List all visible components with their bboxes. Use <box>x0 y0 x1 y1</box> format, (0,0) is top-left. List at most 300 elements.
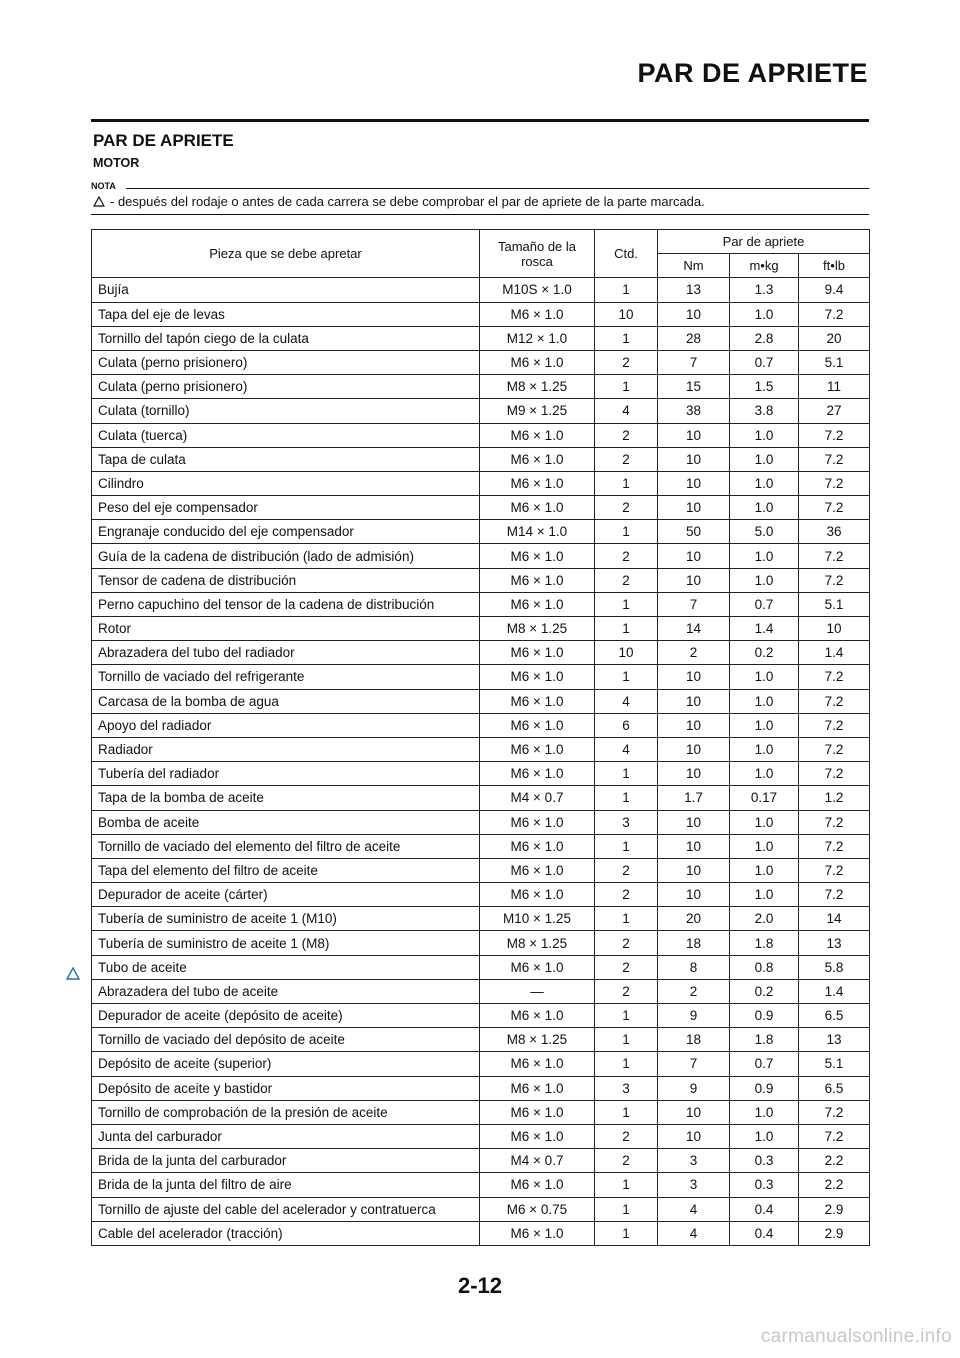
cell-ftlb: 5.8 <box>799 955 870 979</box>
cell-thread: M6 × 1.0 <box>480 1004 595 1028</box>
cell-mkg: 1.0 <box>730 834 799 858</box>
cell-ftlb: 14 <box>799 907 870 931</box>
cell-qty: 1 <box>595 1173 658 1197</box>
table-row <box>92 858 870 882</box>
cell-nm: 2 <box>658 979 730 1003</box>
cell-part: Junta del carburador <box>92 1124 480 1148</box>
cell-qty: 1 <box>595 665 658 689</box>
cell-part: Tubería de suministro de aceite 1 (M10) <box>92 907 480 931</box>
cell-thread: M6 × 1.0 <box>480 1052 595 1076</box>
table-row <box>92 907 870 931</box>
cell-mkg: 0.4 <box>730 1221 799 1245</box>
cell-part: Depósito de aceite y bastidor <box>92 1076 480 1100</box>
cell-thread: M6 × 1.0 <box>480 496 595 520</box>
cell-ftlb: 7.2 <box>799 737 870 761</box>
cell-qty: 1 <box>595 375 658 399</box>
cell-nm: 10 <box>658 1124 730 1148</box>
cell-nm: 13 <box>658 278 730 302</box>
cell-nm: 10 <box>658 423 730 447</box>
cell-mkg: 0.4 <box>730 1197 799 1221</box>
cell-thread: M8 × 1.25 <box>480 375 595 399</box>
cell-ftlb: 36 <box>799 520 870 544</box>
cell-nm: 10 <box>658 544 730 568</box>
cell-qty: 1 <box>595 1004 658 1028</box>
cell-part: Abrazadera del tubo del radiador <box>92 641 480 665</box>
header-torque: Par de apriete <box>658 230 870 254</box>
cell-mkg: 5.0 <box>730 520 799 544</box>
cell-mkg: 1.0 <box>730 471 799 495</box>
cell-thread: M9 × 1.25 <box>480 399 595 423</box>
cell-part: Bomba de aceite <box>92 810 480 834</box>
cell-part: Tornillo de ajuste del cable del acelerador y contratuerca <box>92 1197 480 1221</box>
cell-mkg: 1.0 <box>730 665 799 689</box>
cell-part: Tapa del eje de levas <box>92 302 480 326</box>
cell-mkg: 0.2 <box>730 641 799 665</box>
cell-ftlb: 9.4 <box>799 278 870 302</box>
cell-qty: 1 <box>595 1028 658 1052</box>
cell-qty: 2 <box>595 955 658 979</box>
cell-mkg: 1.0 <box>730 568 799 592</box>
cell-part: Depósito de aceite (superior) <box>92 1052 480 1076</box>
cell-nm: 20 <box>658 907 730 931</box>
cell-qty: 2 <box>595 1124 658 1148</box>
table-row <box>92 1173 870 1197</box>
table-row <box>92 544 870 568</box>
cell-part: Tapa del elemento del filtro de aceite <box>92 858 480 882</box>
cell-qty: 3 <box>595 1076 658 1100</box>
cell-mkg: 1.0 <box>730 810 799 834</box>
cell-qty: 1 <box>595 592 658 616</box>
cell-thread: — <box>480 979 595 1003</box>
cell-nm: 3 <box>658 1149 730 1173</box>
table-body <box>92 278 870 1246</box>
cell-mkg: 1.0 <box>730 302 799 326</box>
cell-ftlb: 2.9 <box>799 1197 870 1221</box>
cell-ftlb: 7.2 <box>799 762 870 786</box>
triangle-mark-icon <box>93 196 105 207</box>
table-row <box>92 1004 870 1028</box>
cell-qty: 6 <box>595 713 658 737</box>
cell-nm: 10 <box>658 762 730 786</box>
cell-mkg: 0.9 <box>730 1076 799 1100</box>
cell-thread: M6 × 1.0 <box>480 955 595 979</box>
cell-ftlb: 6.5 <box>799 1004 870 1028</box>
triangle-mark-icon <box>66 967 80 980</box>
cell-part: Culata (tuerca) <box>92 423 480 447</box>
cell-mkg: 0.9 <box>730 1004 799 1028</box>
cell-mkg: 1.0 <box>730 689 799 713</box>
cell-qty: 10 <box>595 302 658 326</box>
cell-qty: 2 <box>595 544 658 568</box>
table-row <box>92 810 870 834</box>
cell-nm: 10 <box>658 1100 730 1124</box>
cell-nm: 10 <box>658 471 730 495</box>
cell-nm: 18 <box>658 1028 730 1052</box>
cell-mkg: 3.8 <box>730 399 799 423</box>
cell-qty: 1 <box>595 617 658 641</box>
cell-mkg: 1.0 <box>730 1100 799 1124</box>
cell-nm: 10 <box>658 713 730 737</box>
cell-mkg: 0.3 <box>730 1149 799 1173</box>
cell-nm: 4 <box>658 1197 730 1221</box>
cell-part: Cilindro <box>92 471 480 495</box>
cell-nm: 10 <box>658 568 730 592</box>
cell-nm: 8 <box>658 955 730 979</box>
cell-thread: M12 × 1.0 <box>480 326 595 350</box>
cell-thread: M6 × 1.0 <box>480 883 595 907</box>
nota-text-content: - después del rodaje o antes de cada carrera se debe comprobar el par de apriete de la parte marcada. <box>110 194 705 209</box>
watermark: carmanualsonline.info <box>760 1326 952 1347</box>
cell-part: Depurador de aceite (depósito de aceite) <box>92 1004 480 1028</box>
cell-ftlb: 13 <box>799 931 870 955</box>
cell-part: Culata (perno prisionero) <box>92 350 480 374</box>
cell-mkg: 2.8 <box>730 326 799 350</box>
cell-ftlb: 1.4 <box>799 641 870 665</box>
cell-nm: 10 <box>658 883 730 907</box>
cell-mkg: 1.0 <box>730 496 799 520</box>
cell-part: Culata (perno prisionero) <box>92 375 480 399</box>
cell-ftlb: 7.2 <box>799 1124 870 1148</box>
cell-thread: M6 × 1.0 <box>480 592 595 616</box>
cell-mkg: 1.0 <box>730 883 799 907</box>
cell-thread: M4 × 0.7 <box>480 1149 595 1173</box>
cell-thread: M6 × 1.0 <box>480 858 595 882</box>
cell-qty: 10 <box>595 641 658 665</box>
cell-ftlb: 2.2 <box>799 1173 870 1197</box>
cell-ftlb: 5.1 <box>799 1052 870 1076</box>
cell-part: Carcasa de la bomba de agua <box>92 689 480 713</box>
table-row <box>92 713 870 737</box>
cell-part: Tornillo de comprobación de la presión de aceite <box>92 1100 480 1124</box>
cell-thread: M6 × 1.0 <box>480 1221 595 1245</box>
cell-mkg: 1.5 <box>730 375 799 399</box>
cell-qty: 1 <box>595 1197 658 1221</box>
cell-nm: 10 <box>658 810 730 834</box>
cell-ftlb: 10 <box>799 617 870 641</box>
cell-part: Tapa de la bomba de aceite <box>92 786 480 810</box>
cell-thread: M6 × 1.0 <box>480 834 595 858</box>
cell-nm: 9 <box>658 1004 730 1028</box>
table-row <box>92 737 870 761</box>
cell-nm: 2 <box>658 641 730 665</box>
cell-thread: M6 × 1.0 <box>480 665 595 689</box>
cell-mkg: 0.7 <box>730 350 799 374</box>
cell-nm: 18 <box>658 931 730 955</box>
cell-thread: M6 × 1.0 <box>480 689 595 713</box>
cell-ftlb: 7.2 <box>799 665 870 689</box>
cell-qty: 1 <box>595 1100 658 1124</box>
table-row <box>92 350 870 374</box>
cell-nm: 7 <box>658 350 730 374</box>
header-qty: Ctd. <box>595 230 658 278</box>
table-row <box>92 1197 870 1221</box>
cell-qty: 3 <box>595 810 658 834</box>
cell-part: Brida de la junta del filtro de aire <box>92 1173 480 1197</box>
table-row <box>92 1149 870 1173</box>
cell-part: Tornillo de vaciado del refrigerante <box>92 665 480 689</box>
cell-part: Perno capuchino del tensor de la cadena de distribución <box>92 592 480 616</box>
cell-nm: 10 <box>658 447 730 471</box>
cell-ftlb: 7.2 <box>799 689 870 713</box>
cell-ftlb: 7.2 <box>799 713 870 737</box>
cell-qty: 4 <box>595 689 658 713</box>
cell-mkg: 0.8 <box>730 955 799 979</box>
cell-part: Radiador <box>92 737 480 761</box>
nota-divider <box>126 188 869 189</box>
cell-nm: 9 <box>658 1076 730 1100</box>
cell-part: Brida de la junta del carburador <box>92 1149 480 1173</box>
torque-table <box>91 229 870 1246</box>
cell-ftlb: 7.2 <box>799 544 870 568</box>
cell-thread: M6 × 1.0 <box>480 350 595 374</box>
cell-nm: 10 <box>658 689 730 713</box>
table-header-row <box>92 230 870 254</box>
cell-qty: 2 <box>595 496 658 520</box>
cell-qty: 2 <box>595 931 658 955</box>
page-number: 2-12 <box>457 1273 503 1298</box>
cell-ftlb: 13 <box>799 1028 870 1052</box>
cell-ftlb: 11 <box>799 375 870 399</box>
cell-nm: 10 <box>658 858 730 882</box>
cell-thread: M6 × 1.0 <box>480 471 595 495</box>
cell-qty: 2 <box>595 1149 658 1173</box>
cell-qty: 1 <box>595 1221 658 1245</box>
cell-mkg: 0.7 <box>730 592 799 616</box>
cell-part: Rotor <box>92 617 480 641</box>
cell-thread: M6 × 1.0 <box>480 1124 595 1148</box>
cell-ftlb: 6.5 <box>799 1076 870 1100</box>
table-row <box>92 1052 870 1076</box>
cell-mkg: 0.17 <box>730 786 799 810</box>
table-row <box>92 302 870 326</box>
cell-nm: 1.7 <box>658 786 730 810</box>
cell-thread: M10S × 1.0 <box>480 278 595 302</box>
cell-part: Apoyo del radiador <box>92 713 480 737</box>
table-row <box>92 568 870 592</box>
cell-mkg: 1.0 <box>730 1124 799 1148</box>
cell-part: Abrazadera del tubo de aceite <box>92 979 480 1003</box>
cell-nm: 7 <box>658 1052 730 1076</box>
cell-qty: 1 <box>595 907 658 931</box>
cell-mkg: 1.0 <box>730 762 799 786</box>
cell-mkg: 1.4 <box>730 617 799 641</box>
cell-nm: 10 <box>658 496 730 520</box>
cell-qty: 2 <box>595 423 658 447</box>
table-row <box>92 979 870 1003</box>
table-row <box>92 326 870 350</box>
cell-qty: 4 <box>595 399 658 423</box>
cell-ftlb: 7.2 <box>799 834 870 858</box>
cell-nm: 14 <box>658 617 730 641</box>
table-row <box>92 617 870 641</box>
cell-part: Engranaje conducido del eje compensador <box>92 520 480 544</box>
cell-qty: 2 <box>595 568 658 592</box>
table-row <box>92 471 870 495</box>
cell-thread: M8 × 1.25 <box>480 931 595 955</box>
cell-ftlb: 7.2 <box>799 302 870 326</box>
cell-mkg: 1.0 <box>730 423 799 447</box>
cell-qty: 1 <box>595 762 658 786</box>
cell-thread: M6 × 1.0 <box>480 641 595 665</box>
cell-qty: 2 <box>595 979 658 1003</box>
cell-thread: M6 × 1.0 <box>480 737 595 761</box>
cell-thread: M6 × 1.0 <box>480 1173 595 1197</box>
table-row <box>92 955 870 979</box>
cell-mkg: 0.7 <box>730 1052 799 1076</box>
cell-qty: 1 <box>595 471 658 495</box>
table-row <box>92 520 870 544</box>
cell-thread: M8 × 1.25 <box>480 617 595 641</box>
table-row <box>92 665 870 689</box>
table-row <box>92 592 870 616</box>
table-row <box>92 1221 870 1245</box>
cell-qty: 1 <box>595 1052 658 1076</box>
cell-qty: 1 <box>595 278 658 302</box>
cell-thread: M6 × 1.0 <box>480 544 595 568</box>
table-row <box>92 1124 870 1148</box>
cell-ftlb: 2.9 <box>799 1221 870 1245</box>
nota-label: NOTA <box>91 181 116 191</box>
cell-thread: M4 × 0.7 <box>480 786 595 810</box>
cell-thread: M6 × 1.0 <box>480 302 595 326</box>
cell-nm: 28 <box>658 326 730 350</box>
cell-thread: M14 × 1.0 <box>480 520 595 544</box>
cell-nm: 3 <box>658 1173 730 1197</box>
cell-part: Tubería de suministro de aceite 1 (M8) <box>92 931 480 955</box>
cell-part: Tapa de culata <box>92 447 480 471</box>
cell-part: Cable del acelerador (tracción) <box>92 1221 480 1245</box>
header-part: Pieza que se debe apretar <box>92 230 480 278</box>
cell-nm: 10 <box>658 302 730 326</box>
cell-part: Tornillo de vaciado del depósito de aceite <box>92 1028 480 1052</box>
cell-thread: M10 × 1.25 <box>480 907 595 931</box>
cell-ftlb: 7.2 <box>799 810 870 834</box>
table-row <box>92 447 870 471</box>
cell-part: Tubería del radiador <box>92 762 480 786</box>
cell-mkg: 0.3 <box>730 1173 799 1197</box>
table-row <box>92 786 870 810</box>
cell-mkg: 1.0 <box>730 544 799 568</box>
cell-qty: 2 <box>595 883 658 907</box>
cell-ftlb: 27 <box>799 399 870 423</box>
cell-qty: 2 <box>595 858 658 882</box>
nota-bottom-divider <box>91 214 869 215</box>
cell-nm: 38 <box>658 399 730 423</box>
cell-ftlb: 7.2 <box>799 447 870 471</box>
cell-nm: 10 <box>658 665 730 689</box>
table-row <box>92 883 870 907</box>
cell-ftlb: 7.2 <box>799 883 870 907</box>
cell-qty: 1 <box>595 326 658 350</box>
cell-mkg: 1.0 <box>730 713 799 737</box>
cell-ftlb: 2.2 <box>799 1149 870 1173</box>
cell-nm: 4 <box>658 1221 730 1245</box>
cell-mkg: 1.3 <box>730 278 799 302</box>
cell-part: Guía de la cadena de distribución (lado de admisión) <box>92 544 480 568</box>
cell-part: Tornillo de vaciado del elemento del filtro de aceite <box>92 834 480 858</box>
cell-mkg: 1.0 <box>730 737 799 761</box>
cell-thread: M8 × 1.25 <box>480 1028 595 1052</box>
cell-qty: 1 <box>595 786 658 810</box>
cell-thread: M6 × 1.0 <box>480 762 595 786</box>
cell-ftlb: 7.2 <box>799 1100 870 1124</box>
cell-qty: 4 <box>595 737 658 761</box>
cell-thread: M6 × 1.0 <box>480 1076 595 1100</box>
table-row <box>92 278 870 302</box>
cell-ftlb: 5.1 <box>799 350 870 374</box>
cell-part: Peso del eje compensador <box>92 496 480 520</box>
table-row <box>92 1100 870 1124</box>
cell-mkg: 2.0 <box>730 907 799 931</box>
cell-ftlb: 7.2 <box>799 471 870 495</box>
cell-ftlb: 5.1 <box>799 592 870 616</box>
table-row <box>92 496 870 520</box>
cell-ftlb: 1.4 <box>799 979 870 1003</box>
cell-mkg: 0.2 <box>730 979 799 1003</box>
table-row <box>92 399 870 423</box>
cell-ftlb: 7.2 <box>799 568 870 592</box>
table-row <box>92 375 870 399</box>
table-row <box>92 931 870 955</box>
table-row <box>92 1076 870 1100</box>
cell-thread: M6 × 1.0 <box>480 568 595 592</box>
header-thread: Tamaño de la rosca <box>480 230 595 278</box>
table-row <box>92 641 870 665</box>
cell-nm: 7 <box>658 592 730 616</box>
section-subtitle: MOTOR <box>93 156 140 170</box>
cell-ftlb: 7.2 <box>799 858 870 882</box>
cell-part: Depurador de aceite (cárter) <box>92 883 480 907</box>
cell-thread: M6 × 1.0 <box>480 1100 595 1124</box>
table-row <box>92 1028 870 1052</box>
cell-part: Tornillo del tapón ciego de la culata <box>92 326 480 350</box>
cell-part: Culata (tornillo) <box>92 399 480 423</box>
cell-part: Tubo de aceite <box>92 955 480 979</box>
cell-thread: M6 × 1.0 <box>480 447 595 471</box>
table-row <box>92 762 870 786</box>
cell-ftlb: 20 <box>799 326 870 350</box>
cell-nm: 10 <box>658 737 730 761</box>
cell-qty: 2 <box>595 350 658 374</box>
header-rule <box>91 119 869 122</box>
table-row <box>92 834 870 858</box>
cell-ftlb: 1.2 <box>799 786 870 810</box>
cell-part: Tensor de cadena de distribución <box>92 568 480 592</box>
cell-nm: 10 <box>658 834 730 858</box>
page-header-title: PAR DE APRIETE <box>637 58 868 88</box>
cell-qty: 1 <box>595 520 658 544</box>
cell-ftlb: 7.2 <box>799 423 870 447</box>
cell-mkg: 1.0 <box>730 858 799 882</box>
cell-nm: 50 <box>658 520 730 544</box>
header-mkg: m•kg <box>730 254 799 278</box>
cell-thread: M6 × 1.0 <box>480 423 595 447</box>
header-nm: Nm <box>658 254 730 278</box>
cell-thread: M6 × 1.0 <box>480 810 595 834</box>
cell-nm: 15 <box>658 375 730 399</box>
header-ftlb: ft•lb <box>799 254 870 278</box>
cell-thread: M6 × 1.0 <box>480 713 595 737</box>
cell-ftlb: 7.2 <box>799 496 870 520</box>
table-row <box>92 689 870 713</box>
cell-qty: 1 <box>595 834 658 858</box>
cell-mkg: 1.8 <box>730 931 799 955</box>
cell-part: Bujía <box>92 278 480 302</box>
cell-thread: M6 × 0.75 <box>480 1197 595 1221</box>
cell-qty: 2 <box>595 447 658 471</box>
cell-mkg: 1.8 <box>730 1028 799 1052</box>
table-row <box>92 423 870 447</box>
